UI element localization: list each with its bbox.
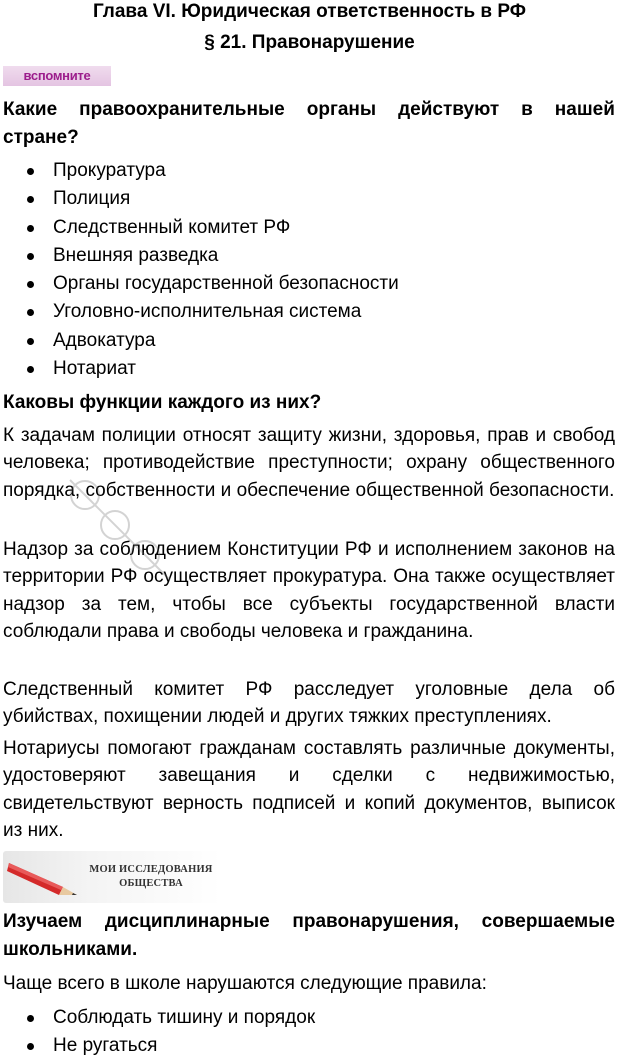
question-functions: Каковы функции каждого из них? (3, 392, 322, 413)
list-item-label: Уголовно-исполнительная система (53, 301, 362, 323)
list-item (0, 242, 619, 270)
list-item-label: Не ругаться (53, 1035, 158, 1057)
paragraph-notaries: Нотариусы помогают гражданам составлять различные документы, удостоверяют завещания и сделки с недвижимостью, свидетельствуют верность подписей и копий документов, выписок из них. (3, 738, 615, 842)
list-item (0, 185, 619, 213)
bullet-icon (27, 366, 34, 373)
question-word: в (521, 99, 533, 120)
list-item-label: Внешняя разведка (53, 244, 219, 266)
list-item (0, 214, 619, 242)
question-word: правоохранительные (79, 99, 285, 120)
question-word: Какие (3, 99, 58, 120)
remember-badge: вспомните (3, 66, 111, 86)
list-item (0, 270, 619, 298)
list-item (0, 355, 619, 383)
bullet-icon (27, 168, 34, 175)
chapter-title: Глава VI. Юридическая ответственность в РФ (92, 1, 527, 22)
rules-list (0, 1004, 619, 1061)
research-banner-line-2: ОБЩЕСТВА (119, 878, 183, 889)
list-item-label: Следственный комитет РФ (53, 216, 291, 238)
paragraph-investigative-committee: Следственный комитет РФ расследует уголовные дела об убийствах, похищении людей и других тяжких преступлениях. (3, 679, 615, 728)
paragraph-police: К задачам полиции относят защиту жизни, здоровья, прав и свобод человека; противодействие преступности; охрану общественного порядка, собственности и обеспечение общественной безопасности. (3, 425, 615, 501)
list-item-label: Адвокатура (53, 329, 156, 351)
bullet-icon (27, 253, 34, 260)
research-banner-text (83, 863, 219, 891)
bullet-icon (27, 338, 34, 345)
question-word: действуют (398, 99, 500, 120)
list-item (0, 298, 619, 326)
list-item (0, 1004, 619, 1032)
list-item (0, 1032, 619, 1060)
rules-intro: Чаще всего в школе нарушаются следующие правила: (3, 973, 487, 994)
bullet-icon (27, 1043, 34, 1050)
list-item (0, 327, 619, 355)
list-item-label: Соблюдать тишину и порядок (53, 1007, 316, 1028)
bullet-icon (27, 281, 34, 288)
list-item-label: Органы государственной безопасности (53, 273, 399, 295)
question-law-enforcement (3, 96, 615, 152)
bullet-icon (27, 196, 34, 203)
research-banner (3, 851, 221, 903)
list-item-label: Прокуратура (53, 160, 166, 181)
bullet-icon (27, 309, 34, 316)
agencies-list (0, 157, 619, 383)
bullet-icon (27, 1015, 34, 1022)
pencil-icon (7, 857, 81, 897)
question-word: нашей (554, 99, 615, 120)
question-line-2: стране? (3, 127, 79, 148)
bullet-icon (27, 225, 34, 232)
research-banner-line-1: МОИ ИССЛЕДОВАНИЯ (89, 864, 213, 875)
list-item (0, 157, 619, 185)
question-line-1 (3, 96, 615, 124)
question-school-violations: Изучаем дисциплинарные правонарушения, совершаемые школьниками. (3, 911, 615, 960)
paragraph-prosecutor: Надзор за соблюдением Конституции РФ и исполнением законов на территории РФ осуществляет прокуратура. Она также осуществляет надзор за тем, чтобы все субъекты государственной власти соблюдали права и свободы человека и гражданина. (3, 539, 615, 643)
list-item-label: Полиция (53, 188, 131, 210)
section-title: § 21. Правонарушение (204, 32, 415, 53)
question-word: органы (306, 99, 377, 120)
list-item-label: Нотариат (53, 358, 136, 380)
